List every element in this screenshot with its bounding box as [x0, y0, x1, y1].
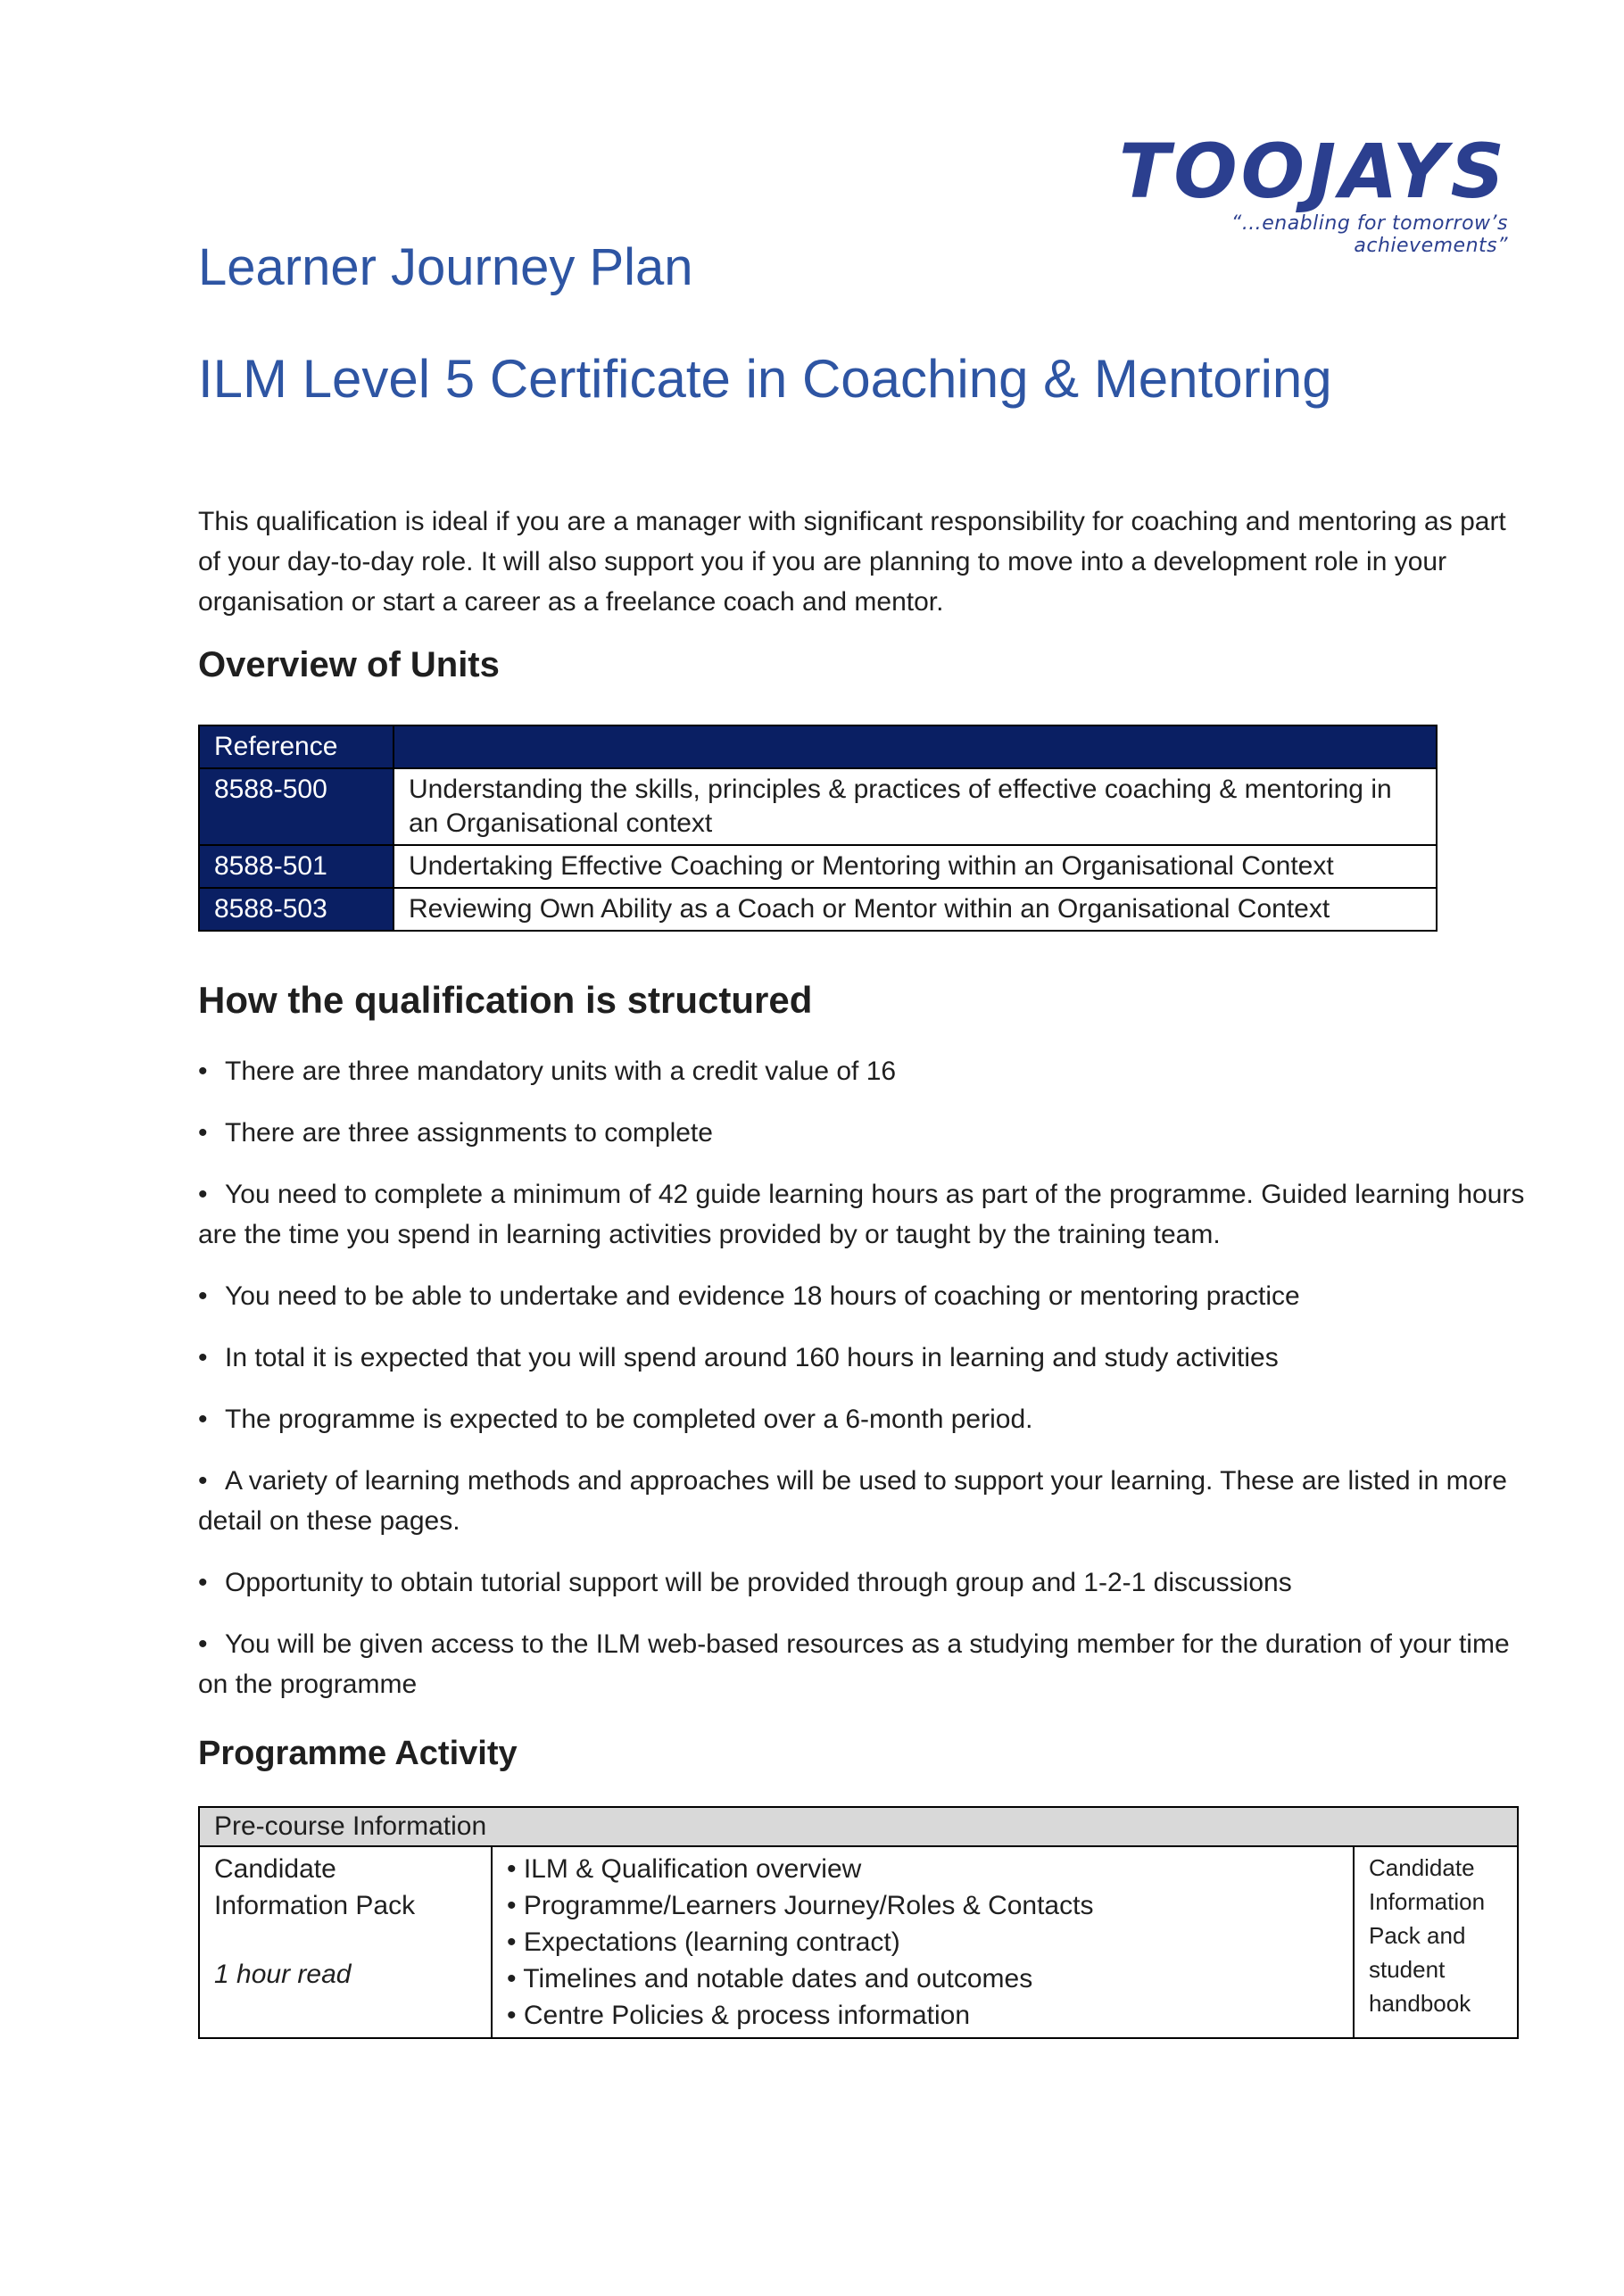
- list-item-text: The programme is expected to be completed over a 6-month period.: [225, 1405, 1033, 1434]
- list-item: [198, 1174, 1528, 1255]
- list-item: [198, 1338, 1528, 1378]
- list-item: [198, 1051, 1528, 1091]
- bullet-mark: •: [198, 1629, 208, 1659]
- list-item-text: You need to complete a minimum of 42 guide learning hours as part of the programme. Guided learning hours are the time you spend in learning activities provided by or taught by the training team.: [198, 1180, 1525, 1249]
- list-item: [198, 1399, 1528, 1439]
- unit-desc: Understanding the skills, principles & practices of effective coaching & mentoring in an Organisational context: [394, 768, 1437, 845]
- bullet-mark: •: [198, 1281, 208, 1311]
- structure-heading: How the qualification is structured: [198, 979, 813, 1021]
- bullet-mark: •: [198, 1405, 208, 1434]
- page-subtitle: ILM Level 5 Certificate in Coaching & Mentoring: [198, 349, 1332, 409]
- list-item: • Expectations (learning contract): [507, 1927, 900, 1957]
- table-row: [199, 888, 1437, 931]
- activity-items: [507, 1851, 1338, 2034]
- bullet-mark: •: [198, 1568, 208, 1597]
- page-title: Learner Journey Plan: [198, 238, 693, 296]
- units-heading: Overview of Units: [198, 645, 500, 684]
- logo-tagline: “…enabling for tomorrow’s achievements”: [1230, 212, 1508, 257]
- bullet-mark: •: [198, 1057, 208, 1086]
- list-item-text: You need to be able to undertake and evidence 18 hours of coaching or mentoring practice: [225, 1281, 1300, 1311]
- activity-duration: 1 hour read: [214, 1960, 352, 1989]
- list-item: • ILM & Qualification overview: [507, 1854, 862, 1884]
- programme-table: [198, 1806, 1519, 2039]
- programme-table-header: [199, 1807, 1518, 1846]
- table-row: [199, 1846, 1518, 2038]
- bullet-mark: •: [198, 1343, 208, 1372]
- unit-ref: 8588-503: [199, 888, 394, 931]
- unit-ref: 8588-500: [199, 768, 394, 845]
- unit-desc: Undertaking Effective Coaching or Mentoring within an Organisational Context: [394, 845, 1437, 888]
- programme-heading: Programme Activity: [198, 1735, 518, 1772]
- units-table: [198, 725, 1438, 932]
- list-item-text: Opportunity to obtain tutorial support will be provided through group and 1-2-1 discussions: [225, 1568, 1292, 1597]
- list-item: • Centre Policies & process information: [507, 2001, 971, 2030]
- list-item: [198, 1624, 1528, 1704]
- list-item-text: In total it is expected that you will spend around 160 hours in learning and study activities: [225, 1343, 1279, 1372]
- units-table-header: [199, 725, 1437, 768]
- list-item-text: There are three assignments to complete: [225, 1118, 713, 1148]
- toojays-logo: [1080, 128, 1508, 257]
- activity-name: Candidate Information Pack: [214, 1854, 416, 1920]
- list-item: • Timelines and notable dates and outcomes: [507, 1964, 1033, 1993]
- list-item: [198, 1461, 1528, 1541]
- bullet-mark: •: [198, 1466, 208, 1496]
- logo-wordmark: TOOJAYS: [1118, 128, 1508, 215]
- list-item: [198, 1276, 1528, 1316]
- list-item: [198, 1113, 1528, 1153]
- list-item-text: There are three mandatory units with a credit value of 16: [225, 1057, 897, 1086]
- list-item: • Programme/Learners Journey/Roles & Contacts: [507, 1891, 1094, 1920]
- bullet-mark: •: [198, 1180, 208, 1209]
- activity-resource: Candidate Information Pack and student handbook: [1354, 1846, 1518, 2038]
- unit-ref: 8588-501: [199, 845, 394, 888]
- units-header-reference: Reference: [199, 725, 394, 768]
- intro-paragraph: This qualification is ideal if you are a manager with significant responsibility for coaching and mentoring as part of your day-to-day role. It will also support you if you are planning to move into a development role in your organisation or start a career as a freelance coach and mentor.: [198, 507, 1506, 617]
- precourse-header: Pre-course Information: [199, 1807, 1518, 1846]
- structure-list: [198, 1051, 1528, 1726]
- table-row: [199, 768, 1437, 845]
- units-header-description: [394, 725, 1437, 768]
- table-row: [199, 845, 1437, 888]
- activity-items-cell: [492, 1846, 1354, 2038]
- list-item-text: You will be given access to the ILM web-based resources as a studying member for the duration of your time on the programme: [198, 1629, 1510, 1699]
- unit-desc: Reviewing Own Ability as a Coach or Mentor within an Organisational Context: [394, 888, 1437, 931]
- activity-cell: [199, 1846, 492, 2038]
- list-item: [198, 1562, 1528, 1603]
- list-item-text: A variety of learning methods and approaches will be used to support your learning. These are listed in more detail on these pages.: [198, 1466, 1507, 1536]
- bullet-mark: •: [198, 1118, 208, 1148]
